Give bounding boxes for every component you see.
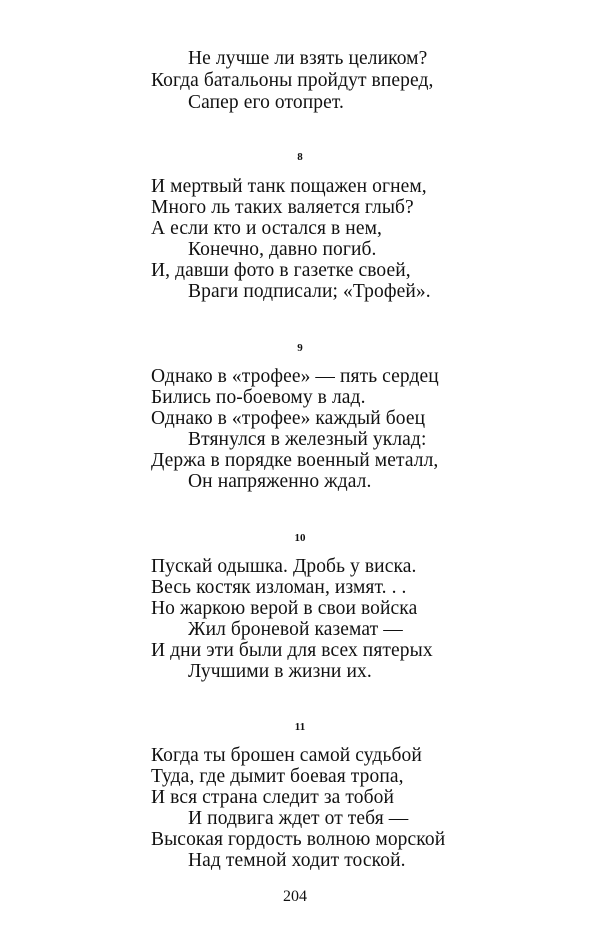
poem-line: Когда батальоны пройдут вперед, xyxy=(151,70,434,91)
poem-line: Над темной ходит тоской. xyxy=(188,850,406,871)
poem-line: Пускай одышка. Дробь у виска. xyxy=(151,556,417,577)
poem-line: Туда, где дымит боевая тропа, xyxy=(151,766,404,787)
poem-line: И вся страна следит за тобой xyxy=(151,787,395,808)
poem-line: Держа в порядке военный металл, xyxy=(151,450,439,471)
poem-line: Жил броневой каземат — xyxy=(188,619,403,640)
poem-line: Конечно, давно погиб. xyxy=(188,239,377,260)
page-number: 204 xyxy=(283,888,307,905)
section-number: 10 xyxy=(294,532,306,544)
poem-line: Втянулся в железный уклад: xyxy=(188,429,427,450)
poem-line: Однако в «трофее» каждый боец xyxy=(151,408,426,429)
poem-line: Бились по-боевому в лад. xyxy=(151,387,366,408)
poem-line: Враги подписали; «Трофей». xyxy=(188,281,431,302)
poem-line: И, давши фото в газетке своей, xyxy=(151,260,411,281)
poem-line: А если кто и остался в нем, xyxy=(151,218,383,239)
poem-line: Высокая гордость волною морской xyxy=(151,829,446,850)
poem-line: Но жаркою верой в свои войска xyxy=(151,598,418,619)
poem-line: И мертвый танк пощажен огнем, xyxy=(151,176,427,197)
poem-line: Сапер его отопрет. xyxy=(188,92,344,113)
poem-line: Лучшими в жизни их. xyxy=(188,661,372,682)
poem-line: Однако в «трофее» — пять сердец xyxy=(151,366,439,387)
section-number: 9 xyxy=(297,342,303,354)
poem-line: Когда ты брошен самой судьбой xyxy=(151,745,422,766)
section-number: 8 xyxy=(297,151,303,163)
poem-line: Много ль таких валяется глыб? xyxy=(151,197,414,218)
poem-line: И подвига ждет от тебя — xyxy=(188,808,409,829)
poem-line: Не лучше ли взять целиком? xyxy=(188,48,428,69)
section-number: 11 xyxy=(294,721,306,733)
poem-line: Он напряженно ждал. xyxy=(188,471,372,492)
poem-line: И дни эти были для всех пятерых xyxy=(151,640,433,661)
poem-line: Весь костяк изломан, измят. . . xyxy=(151,577,407,598)
